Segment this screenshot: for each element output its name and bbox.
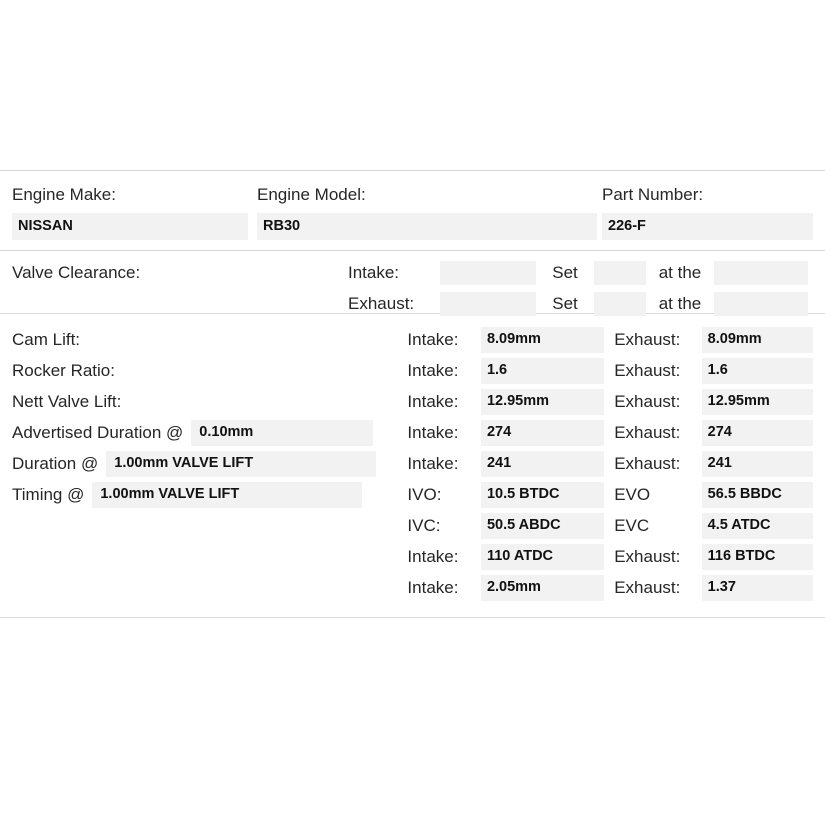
advertised-duration-intake-label: Intake: <box>407 422 459 442</box>
part-number-label: Part Number: <box>602 185 704 204</box>
centreline-intake-value[interactable]: 110 ATDC <box>481 544 604 570</box>
nett-valve-lift-intake-label: Intake: <box>407 391 459 411</box>
table-row <box>12 324 813 355</box>
part-number-field <box>602 185 813 240</box>
ivo-value[interactable]: 10.5 BTDC <box>481 482 604 508</box>
cam-lift-intake-value[interactable]: 8.09mm <box>481 327 604 353</box>
valve-clearance-exhaust-set-input[interactable] <box>594 292 646 316</box>
tdc-lift-exhaust-label: Exhaust: <box>614 577 681 597</box>
table-row <box>12 355 813 386</box>
nett-valve-lift-intake-value[interactable]: 12.95mm <box>481 389 604 415</box>
nett-valve-lift-label: Nett Valve Lift: <box>12 391 122 411</box>
duration-exhaust-value[interactable]: 241 <box>702 451 813 477</box>
ivc-value[interactable]: 50.5 ABDC <box>481 513 604 539</box>
table-row <box>12 479 813 510</box>
valve-clearance-intake-row <box>348 261 808 285</box>
engine-model-label: Engine Model: <box>257 185 366 204</box>
rocker-ratio-label: Rocker Ratio: <box>12 360 115 380</box>
engine-make-value[interactable]: NISSAN <box>12 213 248 240</box>
evc-label: EVC <box>614 515 650 535</box>
valve-clearance-intake-at-input[interactable] <box>714 261 808 285</box>
valve-clearance-section <box>0 251 825 313</box>
valve-clearance-exhaust-input[interactable] <box>440 292 536 316</box>
cam-lift-intake-label: Intake: <box>407 329 459 349</box>
ivc-label: IVC: <box>407 515 441 535</box>
duration-exhaust-label: Exhaust: <box>614 453 681 473</box>
table-row <box>12 541 813 572</box>
cam-lift-exhaust-value[interactable]: 8.09mm <box>702 327 813 353</box>
tdc-lift-exhaust-value[interactable]: 1.37 <box>702 575 813 601</box>
valve-clearance-intake-input[interactable] <box>440 261 536 285</box>
timing-lift-value[interactable]: 1.00mm VALVE LIFT <box>92 482 362 508</box>
tdc-lift-intake-value[interactable]: 2.05mm <box>481 575 604 601</box>
advertised-duration-exhaust-label: Exhaust: <box>614 422 681 442</box>
centreline-exhaust-label: Exhaust: <box>614 546 681 566</box>
valve-clearance-intake-set-label: Set <box>552 263 578 282</box>
engine-make-field <box>12 185 257 240</box>
engine-model-value[interactable]: RB30 <box>257 213 597 240</box>
table-row <box>12 572 813 603</box>
duration-label: Duration @ <box>12 453 99 473</box>
valve-clearance-exhaust-label: Exhaust: <box>348 294 415 313</box>
valve-clearance-exhaust-at-input[interactable] <box>714 292 808 316</box>
cam-lift-label: Cam Lift: <box>12 329 81 349</box>
advertised-duration-intake-value[interactable]: 274 <box>481 420 604 446</box>
table-row <box>12 386 813 417</box>
rocker-ratio-description <box>12 361 407 381</box>
valve-clearance-exhaust-set-label: Set <box>552 294 578 313</box>
advertised-duration-exhaust-value[interactable]: 274 <box>702 420 813 446</box>
duration-lift-value[interactable]: 1.00mm VALVE LIFT <box>106 451 376 477</box>
advertised-duration-description <box>12 420 407 446</box>
cam-lift-exhaust-label: Exhaust: <box>614 329 681 349</box>
cam-spec-sheet <box>0 170 825 618</box>
nett-valve-lift-exhaust-label: Exhaust: <box>614 391 681 411</box>
centreline-intake-label: Intake: <box>407 546 459 566</box>
rocker-ratio-exhaust-label: Exhaust: <box>614 360 681 380</box>
valve-clearance-exhaust-row <box>348 292 808 316</box>
nett-valve-lift-description <box>12 392 407 412</box>
rocker-ratio-intake-label: Intake: <box>407 360 459 380</box>
advertised-duration-lift-value[interactable]: 0.10mm <box>191 420 373 446</box>
cam-lift-description <box>12 330 407 350</box>
table-row <box>12 448 813 479</box>
divider-3 <box>0 617 825 618</box>
cam-data-section <box>0 314 825 617</box>
valve-clearance-label: Valve Clearance: <box>12 263 141 282</box>
evo-value[interactable]: 56.5 BBDC <box>702 482 813 508</box>
part-number-value[interactable]: 226-F <box>602 213 813 240</box>
evc-value[interactable]: 4.5 ATDC <box>702 513 813 539</box>
duration-description <box>12 451 407 477</box>
engine-make-label: Engine Make: <box>12 185 116 204</box>
nett-valve-lift-exhaust-value[interactable]: 12.95mm <box>702 389 813 415</box>
centreline-exhaust-value[interactable]: 116 BTDC <box>702 544 813 570</box>
table-row <box>12 417 813 448</box>
valve-clearance-intake-label: Intake: <box>348 263 400 282</box>
table-row <box>12 510 813 541</box>
evo-label: EVO <box>614 484 651 504</box>
valve-clearance-intake-set-input[interactable] <box>594 261 646 285</box>
tdc-lift-intake-label: Intake: <box>407 577 459 597</box>
timing-label: Timing @ <box>12 484 85 504</box>
duration-intake-value[interactable]: 241 <box>481 451 604 477</box>
ivo-label: IVO: <box>407 484 442 504</box>
advertised-duration-label: Advertised Duration @ <box>12 422 184 442</box>
valve-clearance-intake-at-label: at the <box>658 263 702 282</box>
rocker-ratio-exhaust-value[interactable]: 1.6 <box>702 358 813 384</box>
rocker-ratio-intake-value[interactable]: 1.6 <box>481 358 604 384</box>
valve-clearance-exhaust-at-label: at the <box>658 294 702 313</box>
timing-description <box>12 482 407 508</box>
engine-identification-section <box>0 171 825 250</box>
engine-model-field <box>257 185 602 240</box>
duration-intake-label: Intake: <box>407 453 459 473</box>
